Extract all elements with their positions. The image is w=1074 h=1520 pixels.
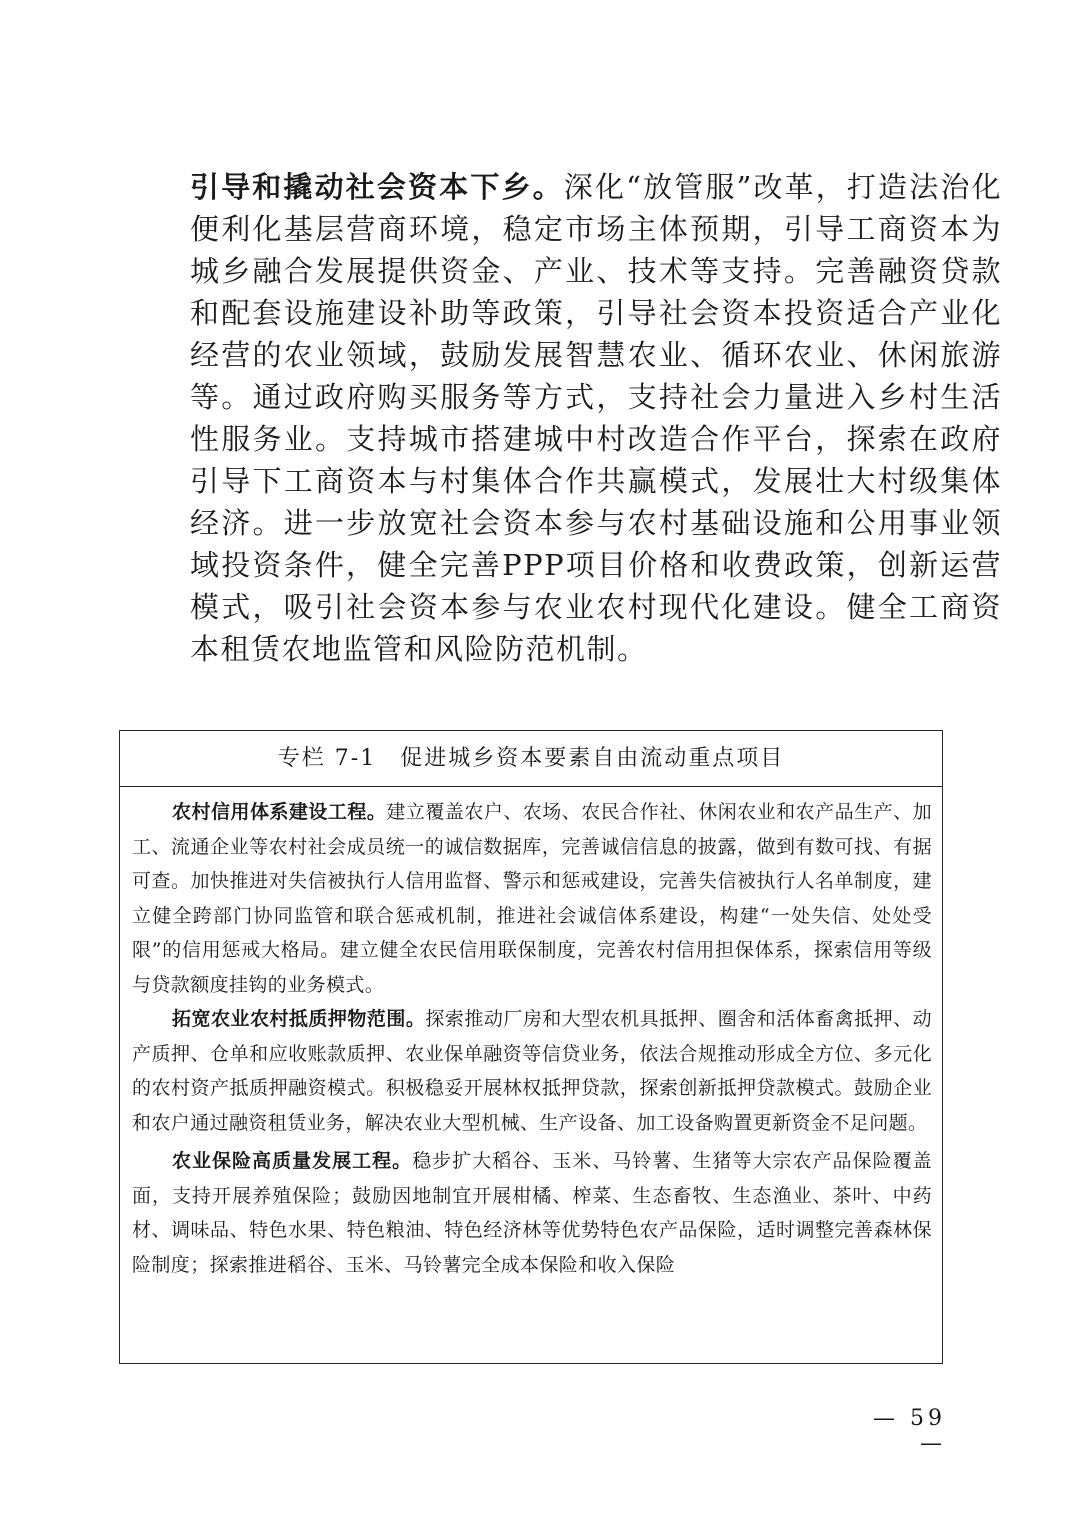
feature-item-lead: 农业保险高质量发展工程。 [172, 1150, 413, 1172]
feature-item-lead: 农村信用体系建设工程。 [172, 801, 387, 823]
feature-item-body: 建立覆盖农户、农场、农民合作社、休闲农业和农产品生产、加工、流通企业等农村社会成员统一的诚信数据库，完善诚信信息的披露，做到有数可找、有据可查。加快推进对失信被执行人信用监督、警示和惩戒建设，完善失信被执行人名单制度，建立健全跨部门协同监管和联合惩戒机制，推进社会诚信体系建设，构建“一处失信、处处受限”的信用惩戒大格局。建立健全农民信用联保制度，完善农村信用担保体系，探索信用等级与贷款额度挂钩的业务模式。 [132, 801, 933, 996]
feature-box-body [120, 787, 942, 1282]
page-number: — 59 — [873, 1406, 946, 1456]
feature-item-body: 稳步扩大稻谷、玉米、马铃薯、生猪等大宗农产品保险覆盖面，支持开展养殖保险；鼓励因地制宜开展柑橘、榨菜、生态畜牧、生态渔业、茶叶、中药材、调味品、特色水果、特色粮油、特色经济林等优势特色农产品保险，适时调整完善森林保险制度；探索推进稻谷、玉米、马铃薯完全成本保险和收入保险 [132, 1150, 932, 1276]
feature-item-body: 探索推动厂房和大型农机具抵押、圈舍和活体畜禽抵押、动产质押、仓单和应收账款质押、农业保单融资等信贷业务，依法合规推动形成全方位、多元化的农村资产抵质押融资模式。积极稳妥开展林权抵押贷款，探索创新抵押贷款模式。鼓励企业和农户通过融资租赁业务，解决农业大型机械、生产设备、加工设备购置更新资金不足问题。 [132, 1008, 933, 1134]
feature-box [119, 730, 943, 1364]
main-paragraph-lead: 引导和撬动社会资本下乡。 [190, 170, 564, 204]
main-paragraph-body: 深化“放管服”改革，打造法治化便利化基层营商环境，稳定市场主体预期，引导工商资本为城乡融合发展提供资金、产业、技术等支持。完善融资贷款和配套设施建设补助等政策，引导社会资本投资适合产业化经营的农业领域，鼓励发展智慧农业、循环农业、休闲旅游等。通过政府购买服务等方式，支持社会力量进入乡村生活性服务业。支持城市搭建城中村改造合作平台，探索在政府引导下工商资本与村集体合作共赢模式，发展壮大村级集体经济。进一步放宽社会资本参与农村基础设施和公用事业领域投资条件，健全完善PPP项目价格和收费政策，创新运营模式，吸引社会资本参与农业农村现代化建设。健全工商资本租赁农地监管和风险防范机制。 [190, 170, 1002, 666]
feature-item [132, 1002, 932, 1140]
feature-item-lead: 拓宽农业农村抵质押物范围。 [172, 1008, 426, 1030]
feature-item [132, 1144, 932, 1282]
feature-item [132, 795, 932, 1002]
main-paragraph [132, 166, 1002, 670]
feature-box-title: 专栏 7-1 促进城乡资本要素自由流动重点项目 [120, 731, 942, 787]
